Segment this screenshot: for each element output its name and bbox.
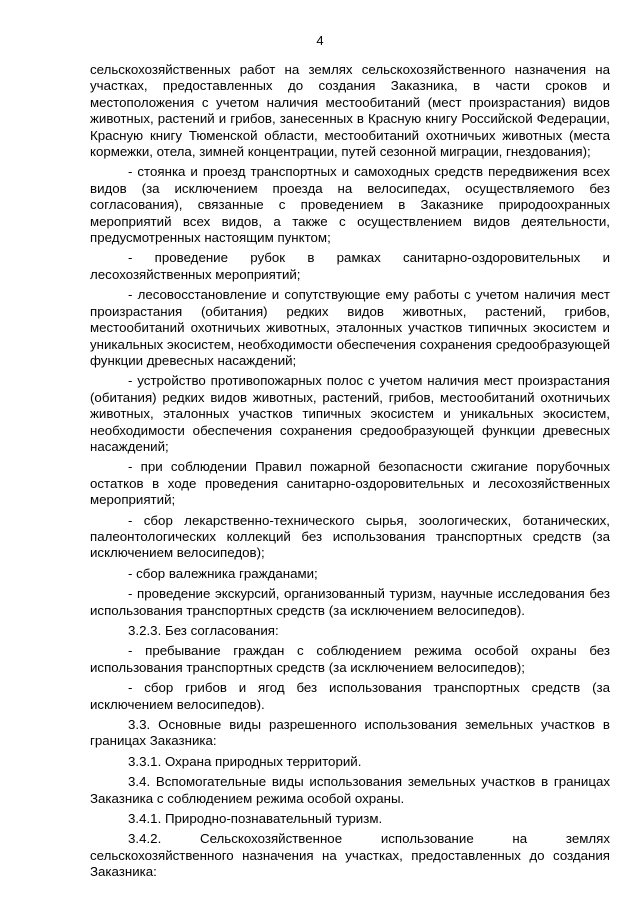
paragraph: - устройство противопожарных полос с учетом наличия мест произрастания (обитания) редких видов животных, растений, грибов, местообитаний охотничьих животных, эталонных участков типичных экосистем и уникальных экосистем, необходимости обеспечения сохранения средообразующей функции древесных насаждений; <box>90 373 610 454</box>
paragraph: - стоянка и проезд транспортных и самоходных средств передвижения всех видов (за исключением проезда на велосипедах, осуществляемого без согласования), связанные с проведением в Заказнике природоохранных мероприятий всех видов, а также с осуществлением видов деятельности, предусмотренных настоящим пунктом; <box>90 164 610 246</box>
paragraph: - сбор валежника гражданами; <box>128 565 318 581</box>
page-number: 4 <box>316 33 324 48</box>
paragraph: 3.4. Вспомогательные виды использования земельных участков в границах Заказника с соблюдением режима особой охраны. <box>90 774 610 806</box>
paragraph: 3.3. Основные виды разрешенного использования земельных участков в границах Заказника: <box>90 717 610 749</box>
paragraph: - проведение экскурсий, организованный туризм, научные исследования без использования транспортных средств (за исключением велосипедов). <box>90 586 610 618</box>
paragraph: 3.2.3. Без согласования: <box>128 623 279 638</box>
paragraph: - проведение рубок в рамках санитарно-оздоровительных и лесохозяйственных мероприятий; <box>90 250 610 282</box>
paragraph: 3.3.1. Охрана природных территорий. <box>128 753 362 769</box>
paragraph: 3.4.1. Природно-познавательный туризм. <box>128 811 383 827</box>
paragraph: - пребывание граждан с соблюдением режима особой охраны без использования транспортных средств (за исключением велосипедов); <box>90 643 610 675</box>
document-body <box>90 62 610 885</box>
paragraph: - лесовосстановление и сопутствующие ему работы с учетом наличия мест произрастания (обитания) редких видов животных, растений, грибов, местообитаний охотничьих животных, эталонных участков типичных экосистем и уникальных экосистем, необходимости обеспечения сохранения средообразующей функции древесных насаждений; <box>90 287 610 368</box>
paragraph: - сбор лекарственно-технического сырья, зоологических, ботанических, палеонтологических коллекций без использования транспортных средств (за исключением велосипедов); <box>90 512 610 561</box>
paragraph: 3.4.2. Сельскохозяйственное использование на землях сельскохозяйственного назначения на участках, предоставленных до создания Заказника: <box>90 831 610 880</box>
paragraph: - при соблюдении Правил пожарной безопасности сжигание порубочных остатков в ходе проведения санитарно-оздоровительных и лесохозяйственных мероприятий; <box>90 459 610 508</box>
paragraph: сельскохозяйственных работ на землях сельскохозяйственного назначения на участках, предоставленных до создания Заказника, в части сроков и местоположения с учетом наличия местообитаний (мест произрастания) видов животных, растений и грибов, занесенных в Красную книгу Российской Федерации, Красную книгу Тюменской области, местообитаний охотничьих животных (места кормежки, отела, зимней концентрации, путей сезонной миграции, гнездования); <box>90 62 610 160</box>
paragraph: - сбор грибов и ягод без использования транспортных средств (за исключением велосипедов). <box>90 680 610 712</box>
